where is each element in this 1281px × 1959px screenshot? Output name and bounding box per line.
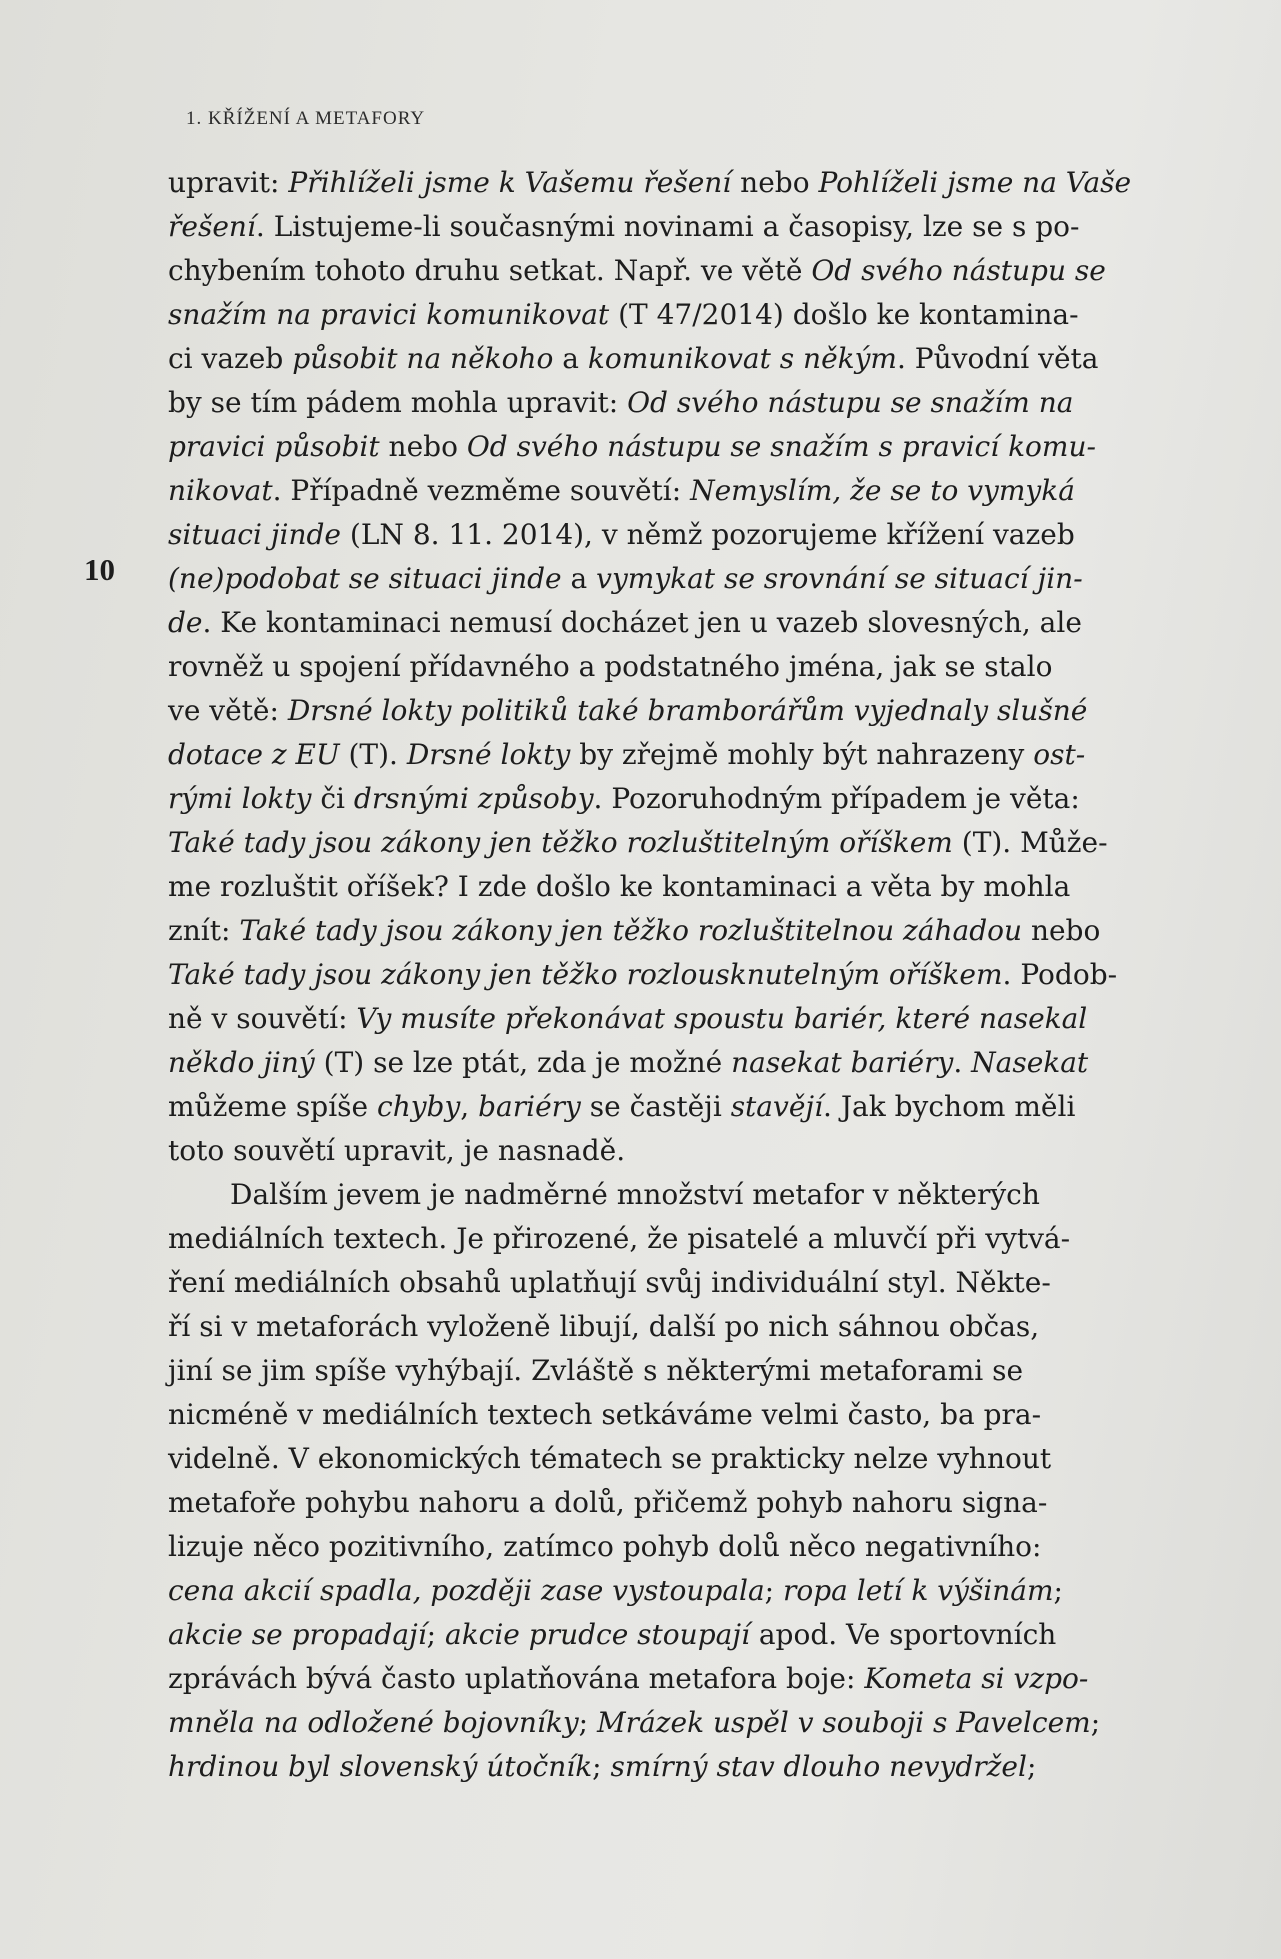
italic-example: snažím na pravici komunikovat (168, 298, 610, 331)
text-run: nebo (731, 166, 819, 199)
italic-example: de (168, 606, 203, 639)
text-run: , (460, 1090, 479, 1123)
text-line (168, 1129, 1158, 1173)
text-line (168, 865, 1158, 909)
italic-example: bariéry (478, 1090, 581, 1123)
italic-example: Od svého nástupu se (811, 254, 1106, 287)
text-run: nebo (379, 430, 467, 463)
italic-example: dotace z EU (168, 738, 340, 771)
text-line (168, 1701, 1158, 1745)
text-run: (T). Může- (952, 826, 1108, 859)
italic-example: pravici působit (168, 430, 380, 463)
italic-example: Nasekat (971, 1046, 1089, 1079)
text-line (168, 1085, 1158, 1129)
italic-example: řešení (168, 210, 256, 243)
text-run: ; (1026, 1750, 1037, 1783)
text-line (168, 1305, 1158, 1349)
text-run: (LN 8. 11. 2014), v němž pozorujeme křížení vazeb (341, 518, 1075, 551)
text-run: (T) se lze ptát, zda je možné (314, 1046, 732, 1079)
italic-example: Drsné lokty (406, 738, 571, 771)
text-line (168, 1041, 1158, 1085)
italic-example: někdo jiný (168, 1046, 315, 1079)
text-run: lizuje něco pozitivního, zatímco pohyb dolů něco negativního: (168, 1530, 1042, 1563)
text-run: . Listujeme-li současnými novinami a časopisy, lze se s po- (255, 210, 1080, 243)
italic-example: Přihlíželi jsme k Vašemu řešení (288, 166, 732, 199)
text-line (168, 1613, 1158, 1657)
text-run: upravit: (168, 166, 289, 199)
italic-example: situaci jinde (168, 518, 342, 551)
text-line (168, 557, 1158, 601)
text-run: ; (764, 1574, 783, 1607)
italic-example: Pohlíželi jsme na Vaše (818, 166, 1132, 199)
text-run: nicméně v mediálních textech setkáváme velmi často, ba pra- (168, 1398, 1042, 1431)
italic-example: chyby (377, 1090, 461, 1123)
text-run: . Podob- (1002, 958, 1118, 991)
text-run: se častěji (580, 1090, 731, 1123)
italic-example: Také tady jsou zákony jen těžko rozlousknutelným oříškem (168, 958, 1003, 991)
text-line (168, 1525, 1158, 1569)
text-run: ří si v metaforách vyloženě libují, další po nich sáhnou občas, (168, 1310, 1040, 1343)
italic-example: hrdinou byl slovenský útočník (168, 1750, 593, 1783)
text-line (168, 1569, 1158, 1613)
running-head: 1. KŘÍŽENÍ A METAFORY (186, 108, 426, 129)
text-line (168, 821, 1158, 865)
italic-example: Také tady jsou zákony jen těžko rozluštitelnou záhadou (239, 914, 1023, 947)
text-run: . Případně vezměme souvětí: (272, 474, 691, 507)
text-run: ; (426, 1618, 445, 1651)
italic-example: Kometa si vzpo- (864, 1662, 1089, 1695)
text-line (168, 337, 1158, 381)
text-line (168, 293, 1158, 337)
text-line (168, 645, 1158, 689)
text-run: ; (1090, 1706, 1101, 1739)
italic-example: Nemyslím, že se to vymyká (690, 474, 1075, 507)
text-run: chybením tohoto druhu setkat. Např. ve větě (168, 254, 812, 287)
italic-example: (ne)podobat se situaci jinde (168, 562, 562, 595)
text-line (168, 381, 1158, 425)
italic-example: mněla na odložené bojovníky (168, 1706, 579, 1739)
text-line (168, 777, 1158, 821)
text-line (168, 1393, 1158, 1437)
text-run: mediálních textech. Je přirozené, že pisatelé a mluvčí při vytvá- (168, 1222, 1071, 1255)
text-run: nebo (1022, 914, 1101, 947)
text-line (168, 1481, 1158, 1525)
text-run: toto souvětí upravit, je nasnadě. (168, 1134, 626, 1167)
text-run: ně v souvětí: (168, 1002, 357, 1035)
italic-example: rými lokty (168, 782, 312, 815)
italic-example: Vy musíte překonávat spoustu bariér, které nasekal (356, 1002, 1088, 1035)
text-run: ; (592, 1750, 611, 1783)
text-run: znít: (168, 914, 240, 947)
italic-example: nikovat (168, 474, 273, 507)
text-line (168, 425, 1158, 469)
text-line (168, 909, 1158, 953)
text-run: zprávách bývá často uplatňována metafora boje: (168, 1662, 865, 1695)
text-line (168, 1437, 1158, 1481)
text-line (168, 1261, 1158, 1305)
text-run: . Původní věta (896, 342, 1099, 375)
text-run: ření mediálních obsahů uplatňují svůj individuální styl. Někte- (168, 1266, 1051, 1299)
text-run: rovněž u spojení přídavného a podstatného jména, jak se stalo (168, 650, 1053, 683)
text-run: jiní se jim spíše vyhýbají. Zvláště s některými metaforami se (168, 1354, 1024, 1387)
text-run: Dalším jevem je nadměrné množství metafor v některých (230, 1178, 1040, 1211)
text-run: metafoře pohybu nahoru a dolů, přičemž pohyb nahoru signa- (168, 1486, 1048, 1519)
text-line (168, 513, 1158, 557)
text-line (168, 1173, 1158, 1217)
text-line (168, 997, 1158, 1041)
text-run: (T). (339, 738, 407, 771)
text-run: . (953, 1046, 972, 1079)
text-line (168, 689, 1158, 733)
margin-line-number: 10 (84, 552, 115, 587)
text-line (168, 1349, 1158, 1393)
italic-example: Mrázek uspěl v souboji s Pavelcem (597, 1706, 1091, 1739)
text-run: ve větě: (168, 694, 288, 727)
text-line (168, 1217, 1158, 1261)
text-run: me rozluštit oříšek? I zde došlo ke kontaminaci a věta by mohla (168, 870, 1071, 903)
italic-example: drsnými způsoby (353, 782, 594, 815)
italic-example: působit na někoho (292, 342, 554, 375)
text-line (168, 1745, 1158, 1789)
italic-example: ropa letí k výšinám (783, 1574, 1054, 1607)
text-line (168, 249, 1158, 293)
text-run: by se tím pádem mohla upravit: (168, 386, 628, 419)
text-line (168, 953, 1158, 997)
italic-example: cena akcií spadla, později zase vystoupala (168, 1574, 765, 1607)
italic-example: Od svého nástupu se snažím na (627, 386, 1074, 419)
text-run: ; (1053, 1574, 1063, 1607)
text-run: . Pozoruhodným případem je věta: (593, 782, 1080, 815)
italic-example: nasekat bariéry (731, 1046, 954, 1079)
text-run: či (311, 782, 354, 815)
text-line (168, 601, 1158, 645)
text-line (168, 469, 1158, 513)
text-run: a (553, 342, 588, 375)
italic-example: Od svého nástupu se snažím s pravicí komu- (466, 430, 1096, 463)
text-line (168, 1657, 1158, 1701)
text-run: . Ke kontaminaci nemusí docházet jen u vazeb slovesných, ale (202, 606, 1082, 639)
text-line (168, 205, 1158, 249)
body-text (168, 161, 1158, 1789)
text-run: (T 47/2014) došlo ke kontamina- (609, 298, 1079, 331)
italic-example: akcie se propadají (168, 1618, 427, 1651)
text-line (168, 733, 1158, 777)
text-run: apod. Ve sportovních (749, 1618, 1057, 1651)
italic-example: smírný stav dlouho nevydržel (610, 1750, 1027, 1783)
text-run: . Jak bychom měli (823, 1090, 1076, 1123)
text-run: můžeme spíše (168, 1090, 378, 1123)
text-run: by zřejmě mohly být nahrazeny (570, 738, 1034, 771)
italic-example: stavějí (730, 1090, 824, 1123)
italic-example: vymykat se srovnání se situací jin- (596, 562, 1083, 595)
italic-example: Drsné lokty politiků také bramborářům vyjednaly slušné (287, 694, 1088, 727)
text-run: ; (578, 1706, 598, 1739)
text-line (168, 161, 1158, 205)
italic-example: komunikovat s někým (587, 342, 897, 375)
italic-example: akcie prudce stoupají (445, 1618, 750, 1651)
italic-example: ost- (1033, 738, 1086, 771)
text-run: ci vazeb (168, 342, 293, 375)
text-run: a (561, 562, 597, 595)
text-run: videlně. V ekonomických tématech se prakticky nelze vyhnout (168, 1442, 1052, 1475)
italic-example: Také tady jsou zákony jen těžko rozluštitelným oříškem (168, 826, 953, 859)
